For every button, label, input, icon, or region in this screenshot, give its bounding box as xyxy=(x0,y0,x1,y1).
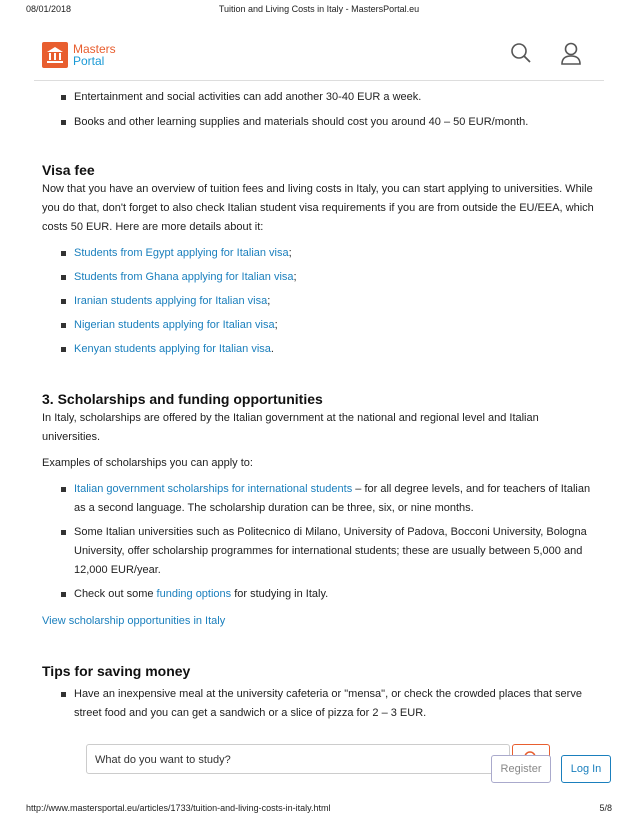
user-icon[interactable] xyxy=(560,42,582,71)
visa-link-kenya[interactable]: Kenyan students applying for Italian visa xyxy=(74,343,271,355)
visa-link-item: Iranian students applying for Italian visa; xyxy=(42,292,594,311)
list-item: Some Italian universities such as Politecnico di Milano, University of Padova, Bocconi University, Bologna University, offer scholarship programmes for international students; these are usually between 5,000 and 12,000 EUR/year. xyxy=(42,523,594,580)
login-button[interactable]: Log In xyxy=(561,755,611,783)
visa-link-item: Kenyan students applying for Italian visa. xyxy=(42,340,594,359)
article-content xyxy=(42,88,594,723)
print-header xyxy=(0,4,638,16)
view-scholarships-link[interactable]: View scholarship opportunities in Italy xyxy=(42,615,226,627)
search-icon[interactable] xyxy=(510,42,532,69)
register-button[interactable]: Register xyxy=(491,755,551,783)
visa-paragraph: Now that you have an overview of tuition fees and living costs in Italy, you can start applying to universities. While you do that, don't forget to also check Italian student visa requirements if you are from outside the EU/EEA, which costs 50 EUR. Here are more details about it: xyxy=(42,183,594,233)
scholarships-paragraph: In Italy, scholarships are offered by the Italian government at the national and regional level and Italian universities. xyxy=(42,412,539,443)
scholarships-heading: 3. Scholarships and funding opportunities xyxy=(42,391,323,407)
visa-link-item: Students from Egypt applying for Italian visa; xyxy=(42,244,594,263)
visa-link-item: Nigerian students applying for Italian visa; xyxy=(42,316,594,335)
visa-link-item: Students from Ghana applying for Italian visa; xyxy=(42,268,594,287)
list-item: Have an inexpensive meal at the university cafeteria or "mensa", or check the crowded places that serve street food and you can get a sandwich or a slice of pizza for 2 – 3 EUR. xyxy=(42,685,594,723)
logo-text-portal: Portal xyxy=(73,54,105,68)
visa-link-ghana[interactable]: Students from Ghana applying for Italian visa xyxy=(74,271,294,283)
visa-link-nigeria[interactable]: Nigerian students applying for Italian visa xyxy=(74,319,275,331)
logo-icon xyxy=(42,42,68,68)
list-item: Books and other learning supplies and materials should cost you around 40 – 50 EUR/month. xyxy=(42,113,594,132)
logo-text-masters: Masters xyxy=(73,42,116,56)
masters-portal-logo[interactable] xyxy=(42,42,116,68)
gov-scholarships-link[interactable]: Italian government scholarships for international students xyxy=(74,483,353,495)
print-page-number: 5/8 xyxy=(599,803,612,813)
list-item: Italian government scholarships for international students – for all degree levels, and for teachers of Italian as a second language. The scholarship duration can be three, six, or nine months. xyxy=(42,480,594,518)
study-search-input[interactable]: What do you want to study? xyxy=(86,744,510,774)
scholarships-examples: Examples of scholarships you can apply to: xyxy=(42,457,253,469)
list-item: Entertainment and social activities can add another 30-40 EUR a week. xyxy=(42,88,594,107)
print-date: 08/01/2018 xyxy=(26,4,72,14)
visa-link-iran[interactable]: Iranian students applying for Italian visa xyxy=(74,295,268,307)
funding-options-link[interactable]: funding options xyxy=(156,588,232,600)
header-divider xyxy=(34,80,604,81)
print-title: Tuition and Living Costs in Italy - MastersPortal.eu xyxy=(218,4,420,14)
list-item: Check out some funding options for studying in Italy. xyxy=(42,585,594,604)
visa-heading: Visa fee xyxy=(42,162,95,178)
print-url: http://www.mastersportal.eu/articles/1733/tuition-and-living-costs-in-italy.html xyxy=(26,803,331,813)
visa-link-egypt[interactable]: Students from Egypt applying for Italian visa xyxy=(74,247,289,259)
tips-heading: Tips for saving money xyxy=(42,663,191,679)
